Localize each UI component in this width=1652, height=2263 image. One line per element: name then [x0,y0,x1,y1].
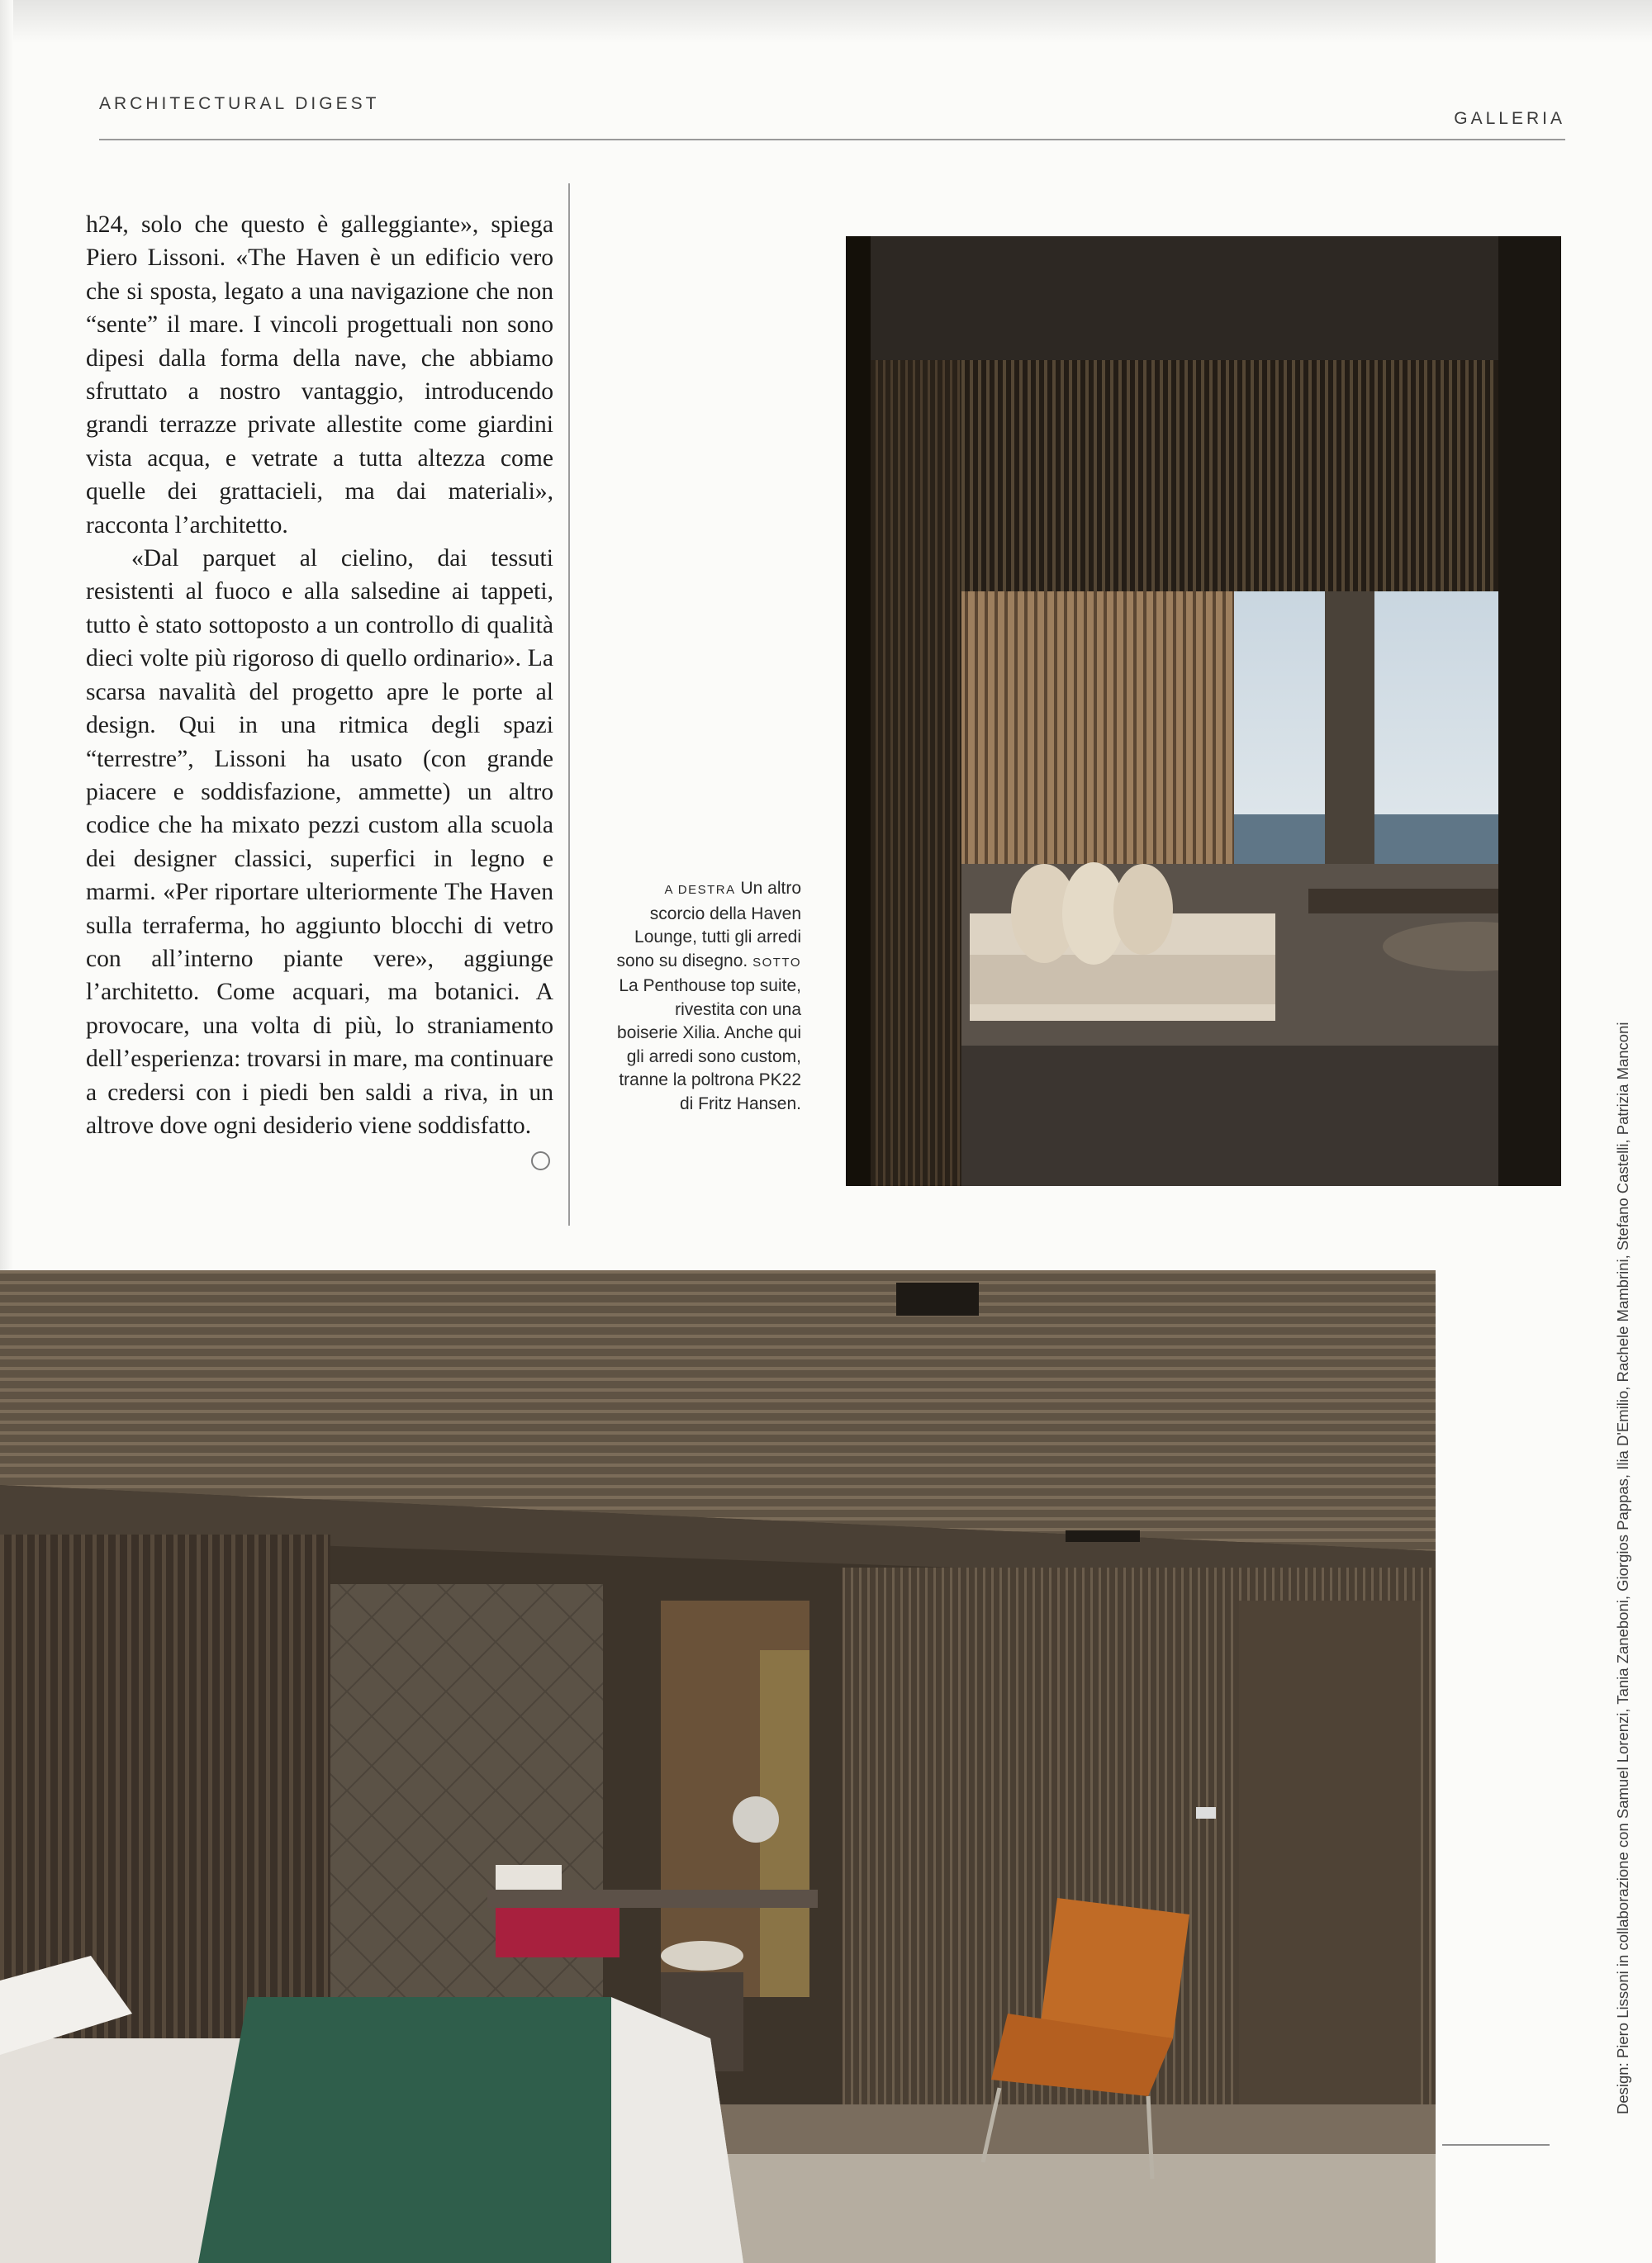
header-rule [99,139,1565,140]
section-name: GALLERIA [1454,109,1565,128]
article-paragraph-text: «Dal parquet al cielino, dai tessuti resistenti al fuoco e alla salsedine ai tappeti, tutto è stato sottoposto a un controllo di qualità dieci volte più rigoroso di quello ordinario». La scarsa navalità del progetto apre le porte al design. Qui in una ritmica degli spazi “terrestre”, Lissoni ha usato (con grande piacere e soddisfazione, ammette) un altro codice che ha mixato pezzi custom alla scuola dei designer classici, superfici in legno e marmi. «Per riportare ulteriormente The Haven sulla terraferma, ho aggiunto blocchi di vetro con all’interno piante vere», aggiunge l’architetto. Come acquari, ma botanici. A provocare, una volta di più, lo straniamento dell’esperienza: trovarsi in mare, ma continuare a credersi con i piedi ben saldi a riva, in un altrove dove ogni desiderio viene soddisfatto. [86,545,553,1139]
lounge-illustration [846,236,1561,1186]
caption-text: Un altro scorcio della Haven Lounge, tutti gli arredi sono su disegno. [616,879,801,970]
publication-name: ARCHITECTURAL DIGEST [99,94,380,113]
article-paragraph: h24, solo che questo è galleggiante», spiega Piero Lissoni. «The Haven è un edificio vero che si sposta, legato a una navigazione che non “sente” il mare. I vincoli progettuali non sono dipesi dalla forma della nave, che abbiamo sfruttato a nostro vantaggio, introducendo grandi terrazze private allestite come giardini vista acqua, e vetrate a tutta altezza come quelle dei grattacieli, ma dai materiali», racconta l’architetto. [86,211,553,538]
page-rule [1442,2144,1550,2146]
caption-text: La Penthouse top suite, rivestita con una boiserie Xilia. Anche qui gli arredi sono custom, tranne la poltrona PK22 di Fritz Hansen. [617,976,801,1113]
caption-label: SOTTO [752,955,801,970]
article-paragraph [86,542,553,1142]
scan-shadow [0,0,1652,43]
photo-haven-lounge [846,236,1561,1186]
article-body [86,208,553,1170]
end-mark-icon [531,1151,550,1170]
photo-credit: Design: Piero Lissoni in collaborazione con Samuel Lorenzi, Tania Zaneboni, Giorgios Pappas, Ilia D'Emilio, Rachele Mambrini, Stefano Castelli, Patrizia Manconi [1614,1022,1631,2114]
suite-illustration [0,1270,1436,2263]
photo-penthouse-suite [0,1270,1436,2263]
column-rule [568,183,570,1226]
photo-caption [611,877,801,1116]
caption-label: A DESTRA [664,883,736,897]
